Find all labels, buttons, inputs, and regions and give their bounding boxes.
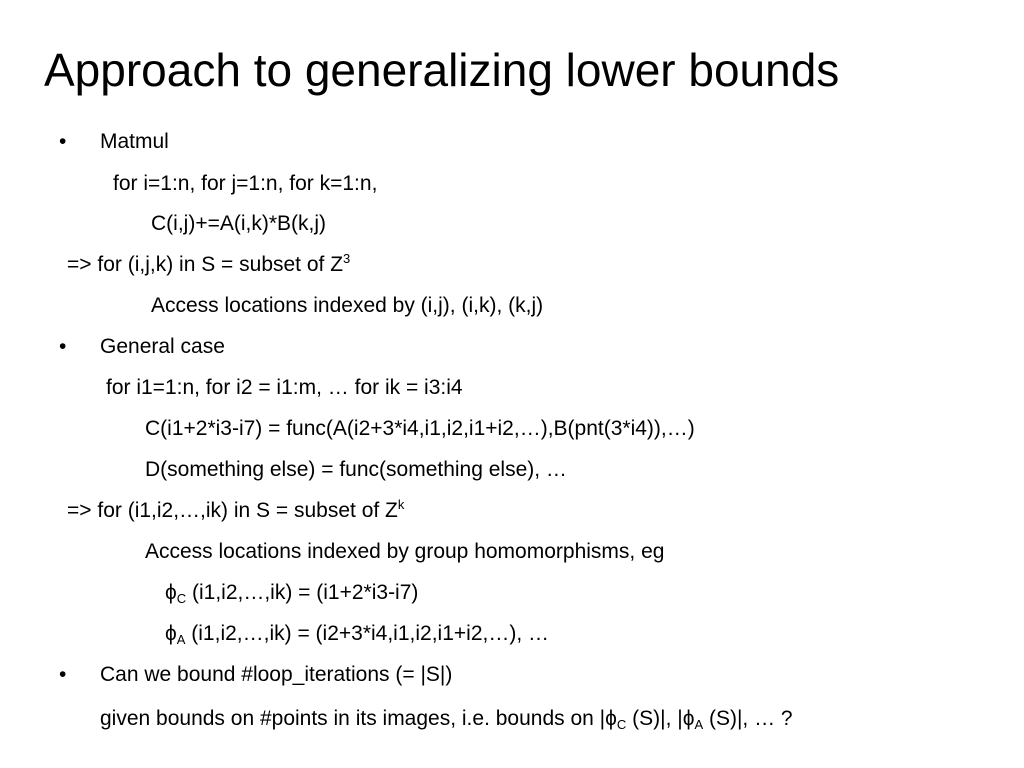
subscript-a: A xyxy=(694,717,704,732)
general-access-locations: Access locations indexed by group homomorphisms, eg xyxy=(145,540,665,563)
phi-symbol: ϕ xyxy=(165,622,177,645)
subscript-c: C xyxy=(616,717,627,732)
bullet-general-case: General case xyxy=(100,335,225,358)
bound-question-continuation xyxy=(100,705,793,733)
general-statement-c: C(i1+2*i3-i7) = func(A(i2+3*i4,i1,i2,i1+i2,…),B(pnt(3*i4)),…) xyxy=(145,417,695,440)
general-statement-d: D(something else) = func(something else), … xyxy=(145,458,567,481)
superscript-3: 3 xyxy=(343,251,351,266)
general-subset-text: => for (i1,i2,…,ik) in S = subset of Z xyxy=(67,499,398,522)
phi-a-expression: (i1,i2,…,ik) = (i2+3*i4,i1,i2,i1+i2,…), … xyxy=(185,622,549,645)
slide-title: Approach to generalizing lower bounds xyxy=(44,44,840,96)
bounds-text-a: given bounds on #points in its images, i.e. bounds on |ϕ xyxy=(100,707,617,730)
subscript-a: A xyxy=(176,632,186,647)
bullet-marker: • xyxy=(59,663,67,686)
general-subset-line xyxy=(67,497,404,525)
general-loop-header: for i1=1:n, for i2 = i1:m, … for ik = i3:i4 xyxy=(106,376,463,399)
matmul-subset-text: => for (i,j,k) in S = subset of Z xyxy=(67,253,344,276)
matmul-subset-line xyxy=(67,251,350,279)
matmul-loop-body: C(i,j)+=A(i,k)*B(k,j) xyxy=(151,212,327,235)
bullet-matmul: Matmul xyxy=(100,130,169,153)
bullet-marker: • xyxy=(59,335,67,358)
phi-a-definition xyxy=(165,620,549,648)
bullet-bound-question: Can we bound #loop_iterations (= |S|) xyxy=(100,663,453,686)
phi-symbol: ϕ xyxy=(165,581,177,604)
phi-c-definition xyxy=(165,579,418,607)
superscript-k: k xyxy=(397,497,405,512)
bullet-marker: • xyxy=(59,130,67,153)
bounds-text-c: (S)|, … ? xyxy=(703,707,793,730)
subscript-c: C xyxy=(176,591,187,606)
matmul-access-locations: Access locations indexed by (i,j), (i,k), (k,j) xyxy=(151,294,544,317)
matmul-loop-header: for i=1:n, for j=1:n, for k=1:n, xyxy=(113,172,378,195)
phi-c-expression: (i1,i2,…,ik) = (i1+2*i3-i7) xyxy=(186,581,419,604)
bounds-text-b: (S)|, |ϕ xyxy=(626,707,695,730)
